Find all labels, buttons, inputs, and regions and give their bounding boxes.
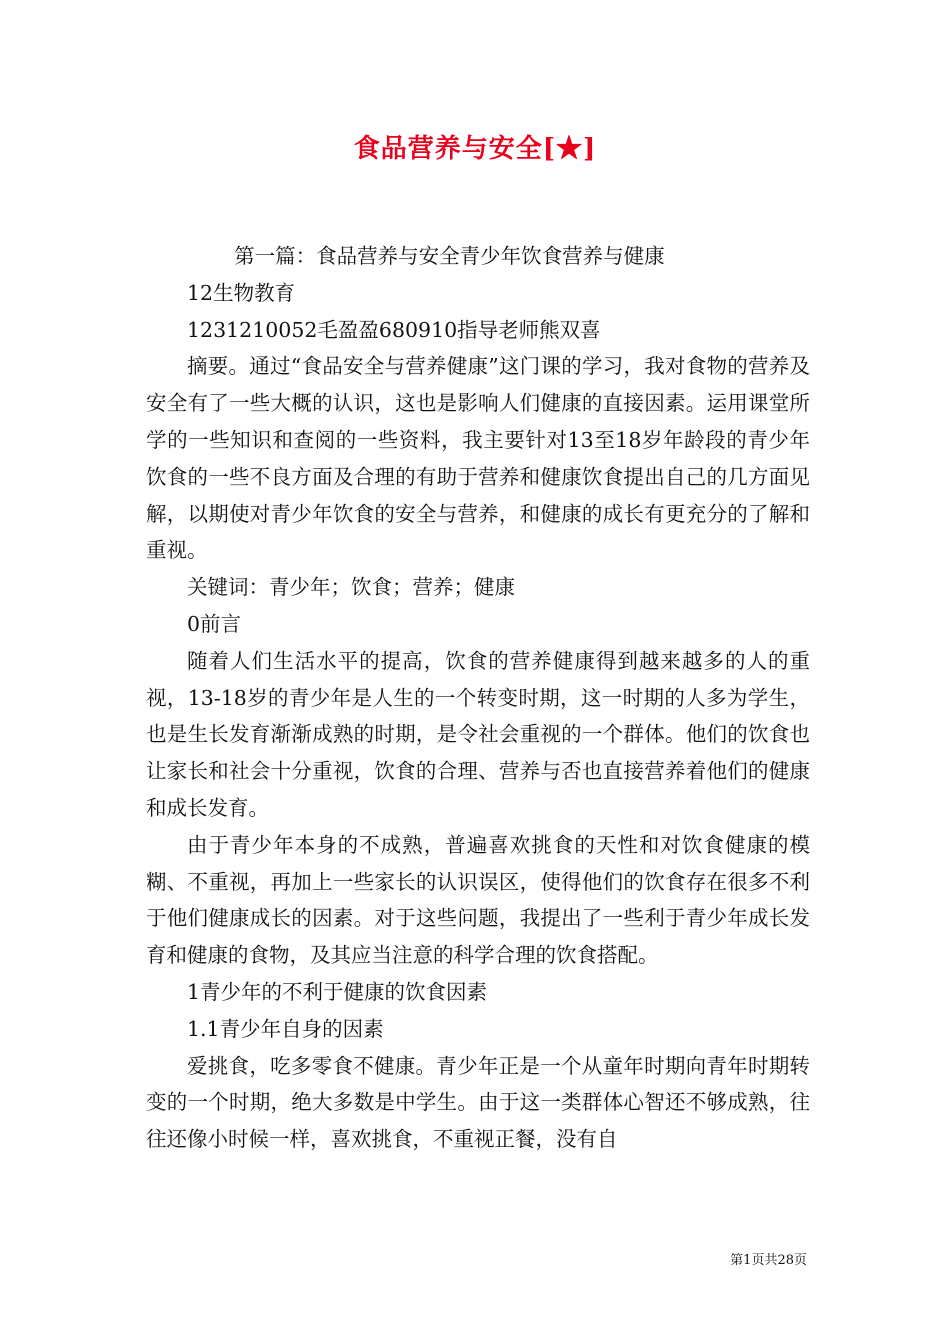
heading-preface: 0前言 (187, 611, 242, 636)
section-heading: 第一篇：食品营养与安全青少年饮食营养与健康 (234, 244, 665, 268)
page-title: 食品营养与安全[★] (353, 134, 597, 164)
heading-section-1: 1青少年的不利于健康的饮食因素 (187, 979, 488, 1004)
page-number: 第1页共28页 (730, 1253, 807, 1268)
abstract-paragraph: 摘要。通过“食品安全与营养健康”这门课的学习，我对食物的营养及安全有了一些大概的认识，这也是影响人们健康的直接因素。运用课堂所学的一些知识和查阅的一些资料，我主要针对13至18岁年龄段的青少年饮食的一些不良方面及合理的有助于营养和健康饮食提出自己的几方面见解，以期使对青少年饮食的安全与营养，和健康的成长有更充分的了解和重视。 (146, 354, 810, 563)
body-paragraph: 由于青少年本身的不成熟，普遍喜欢挑食的天性和对饮食健康的模糊、不重视，再加上一些家长的认识误区，使得他们的饮食存在很多不利于他们健康成长的因素。对于这些问题，我提出了一些利于青少年成长发育和健康的食物，及其应当注意的科学合理的饮食搭配。 (146, 832, 810, 968)
author-class: 12生物教育 (187, 280, 296, 305)
keywords: 关键词：青少年；饮食；营养；健康 (187, 575, 515, 600)
author-info: 1231210052毛盈盈680910指导老师熊双喜 (187, 317, 601, 342)
heading-section-1-1: 1.1青少年自身的因素 (187, 1016, 384, 1041)
document-body (146, 238, 810, 1158)
body-paragraph: 随着人们生活水平的提高，饮食的营养健康得到越来越多的人的重视，13-18岁的青少年是人生的一个转变时期，这一时期的人多为学生，也是生长发育渐渐成熟的时期，是令社会重视的一个群体。他们的饮食也让家长和社会十分重视，饮食的合理、营养与否也直接营养着他们的健康和成长发育。 (146, 648, 810, 820)
body-paragraph: 爱挑食，吃多零食不健康。青少年正是一个从童年时期向青年时期转变的一个时期，绝大多数是中学生。由于这一类群体心智还不够成熟，往往还像小时候一样，喜欢挑食，不重视正餐，没有自 (146, 1053, 810, 1152)
